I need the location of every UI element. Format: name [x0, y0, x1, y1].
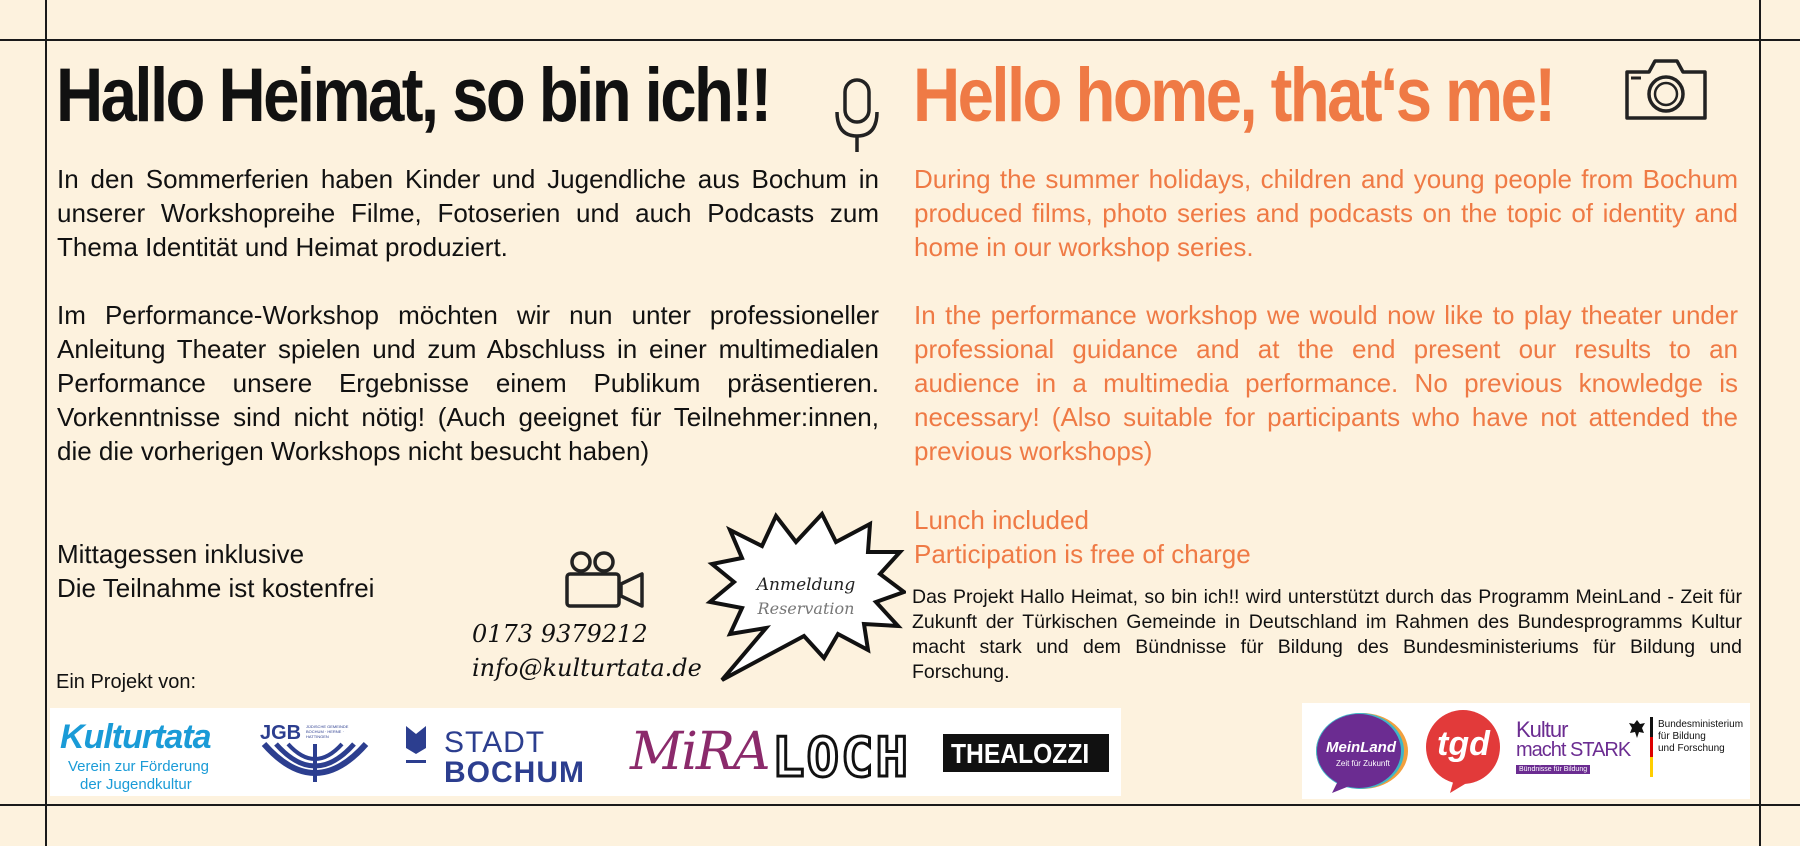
bmbf-line-2: für Bildung — [1658, 731, 1706, 742]
bochum-emblem-icon — [404, 724, 428, 766]
meinland-wordmark: MeinLand — [1326, 739, 1396, 756]
tgd-wordmark: tgd — [1437, 725, 1490, 763]
support-text: Das Projekt Hallo Heimat, so bin ich!! wird unterstützt durch das Programm MeinLand - Zeit für Zukunft der Türkischen Gemeinde in Deutschland im Rahmen des Bundesprogramms Kultur macht stark und dem Bündnisse für Bildung des Bundesministeriums für Bildung und Forschung. — [912, 586, 1742, 683]
free-english: Participation is free of charge — [914, 539, 1251, 569]
frame-line-bottom — [0, 804, 1800, 806]
paragraph-english-1: During the summer holidays, children and young people from Bochum produced films, photo series and podcasts on the topic of identity and home in our workshop series. — [914, 164, 1738, 262]
partner-logos-right — [1302, 703, 1750, 799]
paragraph-german-2: Im Performance-Workshop möchten wir nun unter professioneller Anleitung Theater spielen und zum Abschluss in einer multimedialen Performance unsere Ergebnisse einem Publikum präsentieren. Vorkenntnisse sind nicht nötig! (Auch geeignet für Teilnehmer:innen, die die vorherigen Workshops nicht besucht haben) — [57, 300, 879, 466]
camera-icon — [1623, 56, 1709, 122]
logo-jgb[interactable] — [260, 722, 370, 786]
flag-black — [1650, 717, 1653, 737]
flag-red — [1650, 737, 1653, 757]
logo-tgd[interactable] — [1424, 709, 1502, 793]
bmbf-line-3: und Forschung — [1658, 743, 1725, 754]
logo-kultur-macht-stark[interactable] — [1516, 717, 1631, 783]
logo-meinland[interactable] — [1312, 709, 1410, 795]
logo-loch[interactable] — [772, 722, 932, 789]
logo-kulturtata[interactable] — [58, 716, 214, 793]
jgb-wordmark: JGB — [260, 722, 302, 744]
microphone-icon — [832, 78, 882, 154]
kulturtata-sub-2: der Jugendkultur — [80, 776, 192, 793]
buendnisse-text: Bündnisse für Bildung — [1516, 765, 1590, 774]
kulturtata-wordmark: Kulturtata — [60, 718, 211, 756]
logo-bmbf[interactable] — [1628, 717, 1746, 783]
bochum-text: BOCHUM — [444, 756, 585, 789]
bubble-line-1: Anmeldung — [756, 575, 856, 595]
speech-bubble-icon[interactable] — [700, 508, 906, 683]
title-english: Hello home, that‘s me! — [913, 53, 1554, 138]
paragraph-english-2: In the performance workshop we would now like to play theater under professional guidance and at the end present our results to an audience in a multimedia performance. No previous knowledge is necessary! (Also suitable for participants who have not attended the previous workshops) — [914, 300, 1738, 466]
logo-stadt-bochum[interactable] — [402, 722, 598, 789]
contact-phone[interactable]: 0173 9379212 — [472, 620, 648, 648]
stadt-text: STADT — [444, 726, 546, 759]
frame-line-top — [0, 39, 1800, 41]
lunch-german: Mittagessen inklusive — [57, 539, 305, 569]
frame-line-left — [45, 0, 47, 846]
project-by-label: Ein Projekt von: — [56, 671, 197, 693]
title-german: Hallo Heimat, so bin ich!! — [56, 53, 770, 138]
logo-mira[interactable] — [630, 722, 769, 786]
paragraph-german-1: In den Sommerferien haben Kinder und Jugendliche aus Bochum in unserer Workshopreihe Filme, Fotoserien und auch Podcasts zum Thema Identität und Heimat produziert. — [57, 164, 879, 262]
contact-email[interactable]: info@kulturtata.de — [472, 654, 702, 682]
meinland-subline: Zeit für Zukunft — [1336, 759, 1390, 768]
thealozzi-wordmark: THEALOZZI — [951, 738, 1090, 769]
jgb-subline: JÜDISCHE GEMEINDE BOCHUM · HERNE · HATTINGEN — [306, 724, 349, 739]
flag-gold — [1650, 757, 1653, 777]
video-camera-icon — [564, 550, 646, 610]
bubble-line-2: Reservation — [757, 599, 855, 618]
loch-wordmark: LOCH — [772, 726, 911, 789]
free-german: Die Teilnahme ist kostenfrei — [57, 573, 375, 603]
kulturtata-sub-1: Verein zur Förderung — [68, 758, 209, 775]
bmbf-line-1: Bundesministerium — [1658, 719, 1744, 730]
macht-stark-text: macht STARK — [1516, 739, 1631, 761]
federal-eagle-icon — [1628, 719, 1646, 739]
kultur-text: Kultur — [1516, 717, 1568, 742]
logo-thealozzi[interactable] — [943, 734, 1109, 772]
frame-line-right — [1759, 0, 1761, 846]
lunch-english: Lunch included — [914, 505, 1089, 535]
mira-wordmark: MiRA — [630, 722, 769, 782]
partner-logos-left — [50, 708, 1121, 796]
